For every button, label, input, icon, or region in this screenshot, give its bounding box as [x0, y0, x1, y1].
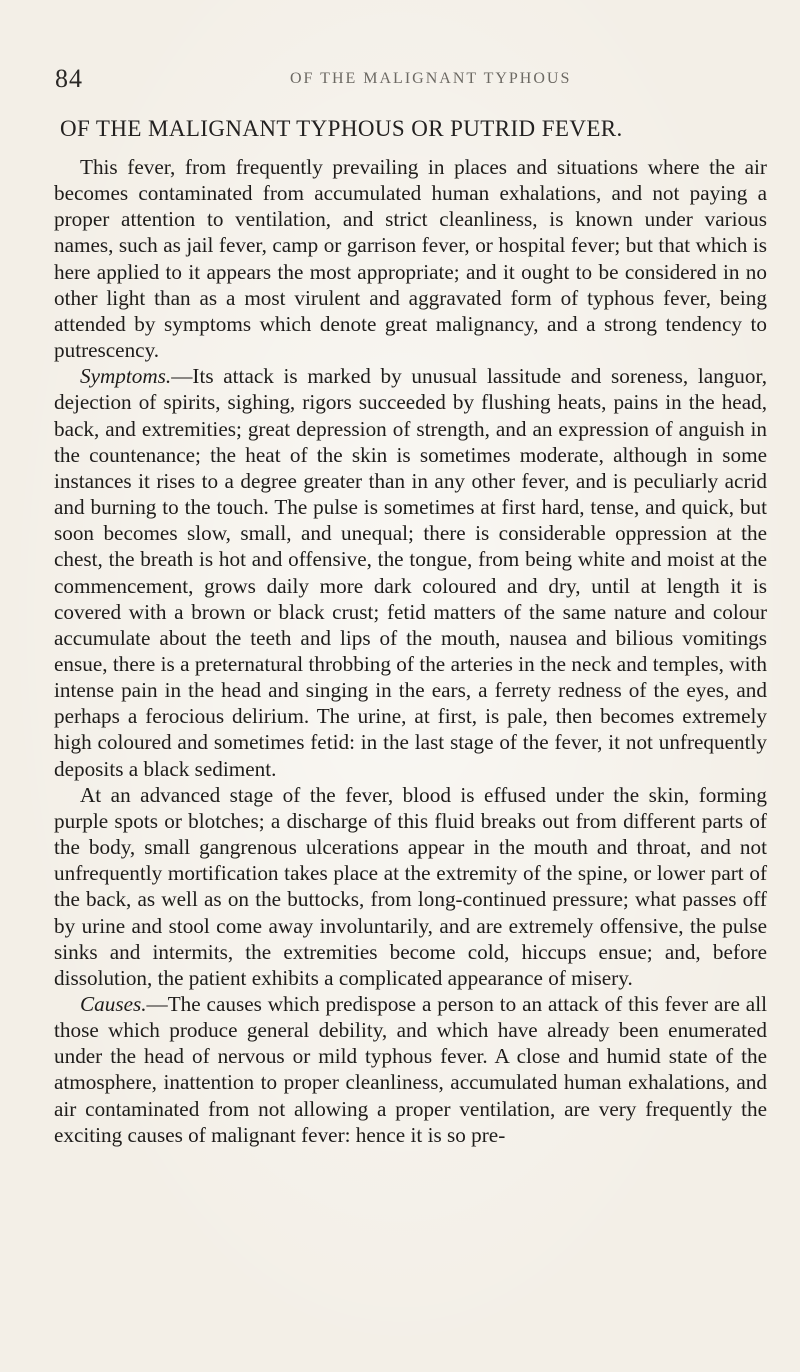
- symptoms-text: —Its attack is marked by unusual lassitude and soreness, languor, dejection of spirits, sighing, rigors succeeded by flushing heats, pains in the head, back, and extremities; great depression of strength, and an expression of anguish in the countenance; the heat of the skin is sometimes moderate, although in some instances it rises to a degree greater than in any other fever, and is peculiarly acrid and burning to the touch. The pulse is sometimes at first hard, tense, and quick, but soon becomes slow, small, and unequal; there is considerable oppression at the chest, the breath is hot and offensive, the tongue, from being white and moist at the commencement, grows daily more dark coloured and dry, until at length it is covered with a brown or black crust; fetid matters of the same nature and colour accumulate about the teeth and lips of the mouth, nausea and bilious vomitings ensue, there is a preternatural throbbing of the arteries in the neck and temples, with intense pain in the head and singing in the ears, a ferrety redness of the eyes, and perhaps a ferocious delirium. The urine, at first, is pale, then becomes extremely high coloured and sometimes fetid: in the last stage of the fever, it not unfrequently deposits a black sediment.: [54, 364, 767, 781]
- symptoms-heading: Symptoms.: [80, 364, 172, 389]
- running-title: OF THE MALIGNANT TYPHOUS: [290, 70, 572, 87]
- causes-text: —The causes which predispose a person to an attack of this fever are all those which produce general debility, and which have already been enumerated under the head of nervous or mild typhous fever. A close and humid state of the atmosphere, inattention to proper cleanliness, accumulated human exhalations, and air contaminated from not allowing a proper ventilation, are very frequently the exciting causes of malignant fever: hence it is so pre-: [54, 992, 767, 1147]
- paragraph-causes: [54, 991, 767, 1148]
- body-text: [54, 154, 767, 1148]
- running-head: [55, 64, 764, 94]
- page-number: 84: [55, 64, 83, 93]
- causes-heading: Causes.: [80, 992, 147, 1016]
- paragraph-intro: This fever, from frequently prevailing in places and situations where the air becomes contaminated from accumulated human exhalations, and not paying a proper attention to ventilation, and strict cleanliness, is known under various names, such as jail fever, camp or garrison fever, or hospital fever; but that which is here applied to it appears the most appropriate; and it ought to be considered in no other light than as a most virulent and aggravated form of typhous fever, being attended by symptoms which denote great malignancy, and a strong tendency to putrescency.: [54, 155, 767, 363]
- chapter-title: OF THE MALIGNANT TYPHOUS OR PUTRID FEVER.: [60, 116, 623, 141]
- paragraph-advanced-stage: At an advanced stage of the fever, blood is effused under the skin, forming purple spots or blotches; a discharge of this fluid breaks out from different parts of the body, small gangrenous ulcerations appear in the mouth and throat, and not unfrequently mortification takes place at the extremity of the spine, or lower part of the back, as well as on the buttocks, from long-continued pressure; what passes off by urine and stool come away involuntarily, and are extremely offensive, the pulse sinks and intermits, the extremities become cold, hiccups ensue; and, before dissolution, the patient exhibits a complicated appearance of misery.: [54, 782, 767, 990]
- paragraph-symptoms: [54, 363, 767, 782]
